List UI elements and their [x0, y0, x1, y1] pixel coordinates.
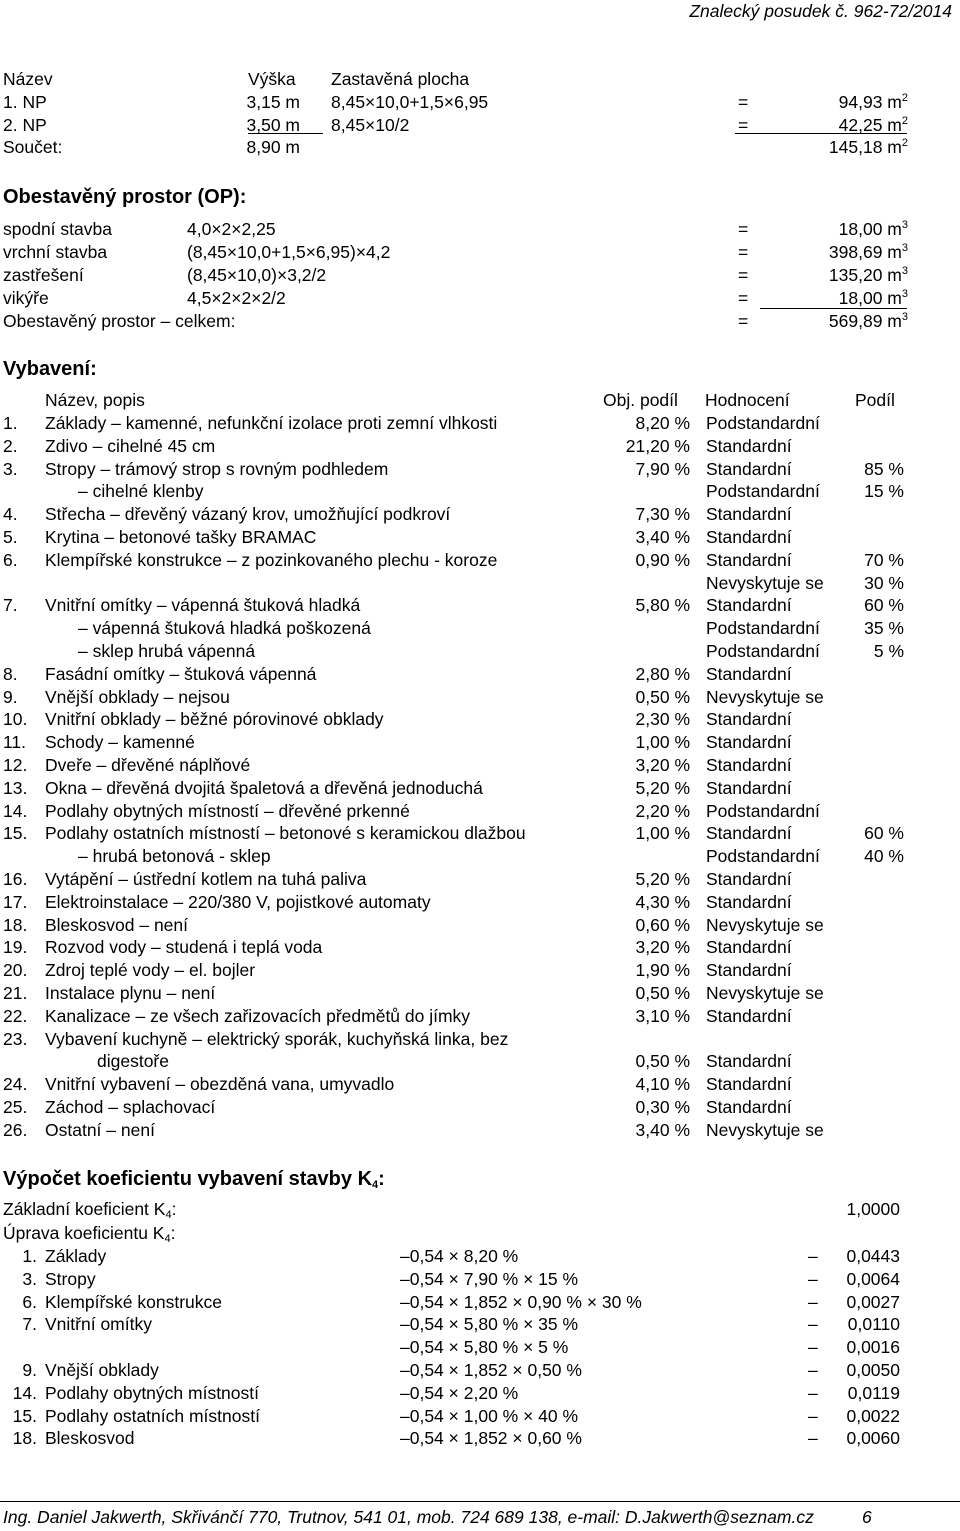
- coefficient-base-label: Základní koeficient $K_4$:: [3, 1199, 177, 1221]
- equipment-row-description: – hrubá betonová - sklep: [78, 846, 271, 867]
- equipment-row-number: 1.: [3, 413, 18, 433]
- equipment-row-rating: Standardní: [706, 1097, 792, 1117]
- volume-row-name: vrchní stavba: [3, 242, 108, 262]
- equipment-row-description: Základy – kamenné, nefunkční izolace proti zemní vlhkosti: [45, 413, 498, 433]
- coefficient-title: Výpočet koeficientu vybavení stavby $K_4$:: [3, 1168, 385, 1191]
- coefficient-row-value: 0,0443: [846, 1246, 900, 1266]
- equipment-row-number: 23.: [3, 1028, 28, 1049]
- equipment-row-description: Vnitřní omítky – vápenná štuková hladká: [45, 595, 361, 616]
- volume-row-name: spodní stavba: [3, 219, 112, 239]
- volume-total-result: 569,89 $m^3$: [828, 311, 908, 331]
- area-header-height: Výška: [248, 69, 296, 89]
- equipment-row-share: 2,20 %: [635, 800, 690, 821]
- equipment-row-rating: Standardní: [706, 1051, 792, 1072]
- coefficient-adjust-label: Úprava koeficientu $K_4$:: [3, 1223, 176, 1245]
- area-row-height: 3,15 m: [246, 92, 300, 112]
- equipment-row-description: Schody – kamenné: [45, 732, 195, 753]
- equipment-row-part: 15 %: [864, 481, 904, 502]
- equipment-row-description: Bleskosvod – není: [45, 914, 189, 935]
- equipment-row-part: 5 %: [873, 641, 904, 661]
- equipment-row-rating: Standardní: [706, 777, 792, 798]
- equipment-row-number: 14.: [3, 800, 28, 821]
- equipment-row-share: 3,20 %: [635, 937, 690, 958]
- equipment-row-part: 35 %: [864, 618, 904, 639]
- equipment-row-rating: Standardní: [706, 663, 792, 684]
- coefficient-row-formula: –0,54 × 1,852 × 0,90 % × 30 %: [400, 1291, 642, 1312]
- equipment-row-part: 30 %: [864, 572, 904, 593]
- volume-row-name: vikýře: [3, 288, 49, 308]
- area-row-eq: =: [738, 115, 749, 135]
- area-row-name: 1. NP: [3, 92, 47, 112]
- equipment-row-number: 10.: [3, 709, 28, 730]
- area-sum-label: Součet:: [3, 137, 63, 157]
- area-row-formula: 8,45×10/2: [331, 115, 410, 135]
- coefficient-row-sign: –: [808, 1291, 818, 1312]
- equipment-row-rating: Nevyskytuje se: [706, 1119, 824, 1140]
- equipment-row-share: 3,40 %: [635, 527, 690, 547]
- equipment-row-share: 3,40 %: [635, 1119, 690, 1140]
- equipment-row-number: 3.: [3, 458, 18, 479]
- equipment-row-share: 7,90 %: [635, 458, 690, 479]
- equipment-row-share: 3,20 %: [635, 755, 690, 775]
- equipment-row-description: Střecha – dřevěný vázaný krov, umožňující podkroví: [45, 504, 451, 525]
- equipment-row-share: 0,60 %: [635, 914, 690, 935]
- coefficient-row-name: Stropy: [45, 1268, 96, 1289]
- volume-row-eq: =: [738, 288, 749, 308]
- coefficient-row-formula: –0,54 × 2,20 %: [400, 1382, 519, 1403]
- equipment-row-description: Instalace plynu – není: [45, 983, 216, 1003]
- coefficient-base-value: 1,0000: [846, 1199, 900, 1219]
- equipment-row-description: digestoře: [97, 1051, 169, 1072]
- equipment-row-number: 15.: [3, 823, 28, 844]
- coefficient-row-number: 18.: [12, 1428, 37, 1449]
- equipment-title: Vybavení:: [3, 358, 97, 380]
- equipment-row-description: Elektroinstalace – 220/380 V, pojistkové automaty: [45, 891, 431, 912]
- equipment-row-number: 13.: [3, 777, 28, 798]
- coefficient-row-number: 3.: [22, 1268, 37, 1289]
- coefficient-row-formula: –0,54 × 8,20 %: [400, 1246, 519, 1266]
- equipment-row-rating: Standardní: [706, 1074, 792, 1095]
- coefficient-row-value: 0,0060: [846, 1428, 900, 1449]
- equipment-row-number: 11.: [3, 732, 27, 753]
- equipment-row-description: Klempířské konstrukce – z pozinkovaného plechu - koroze: [45, 549, 498, 570]
- equipment-row-share: 0,50 %: [635, 686, 690, 707]
- coefficient-row-number: 14.: [12, 1382, 37, 1403]
- equipment-row-description: Dveře – dřevěné náplňové: [45, 755, 251, 775]
- equipment-row-rating: Standardní: [706, 891, 792, 912]
- footer-text: Ing. Daniel Jakwerth, Skřivánčí 770, Trutnov, 541 01, mob. 724 689 138, e-mail: D.Jakwerth@seznam.cz: [3, 1507, 814, 1527]
- equipment-row-description: Rozvod vody – studená i teplá voda: [45, 937, 323, 958]
- volume-row-formula: 4,0×2×2,25: [187, 219, 276, 239]
- equipment-row-number: 26.: [3, 1119, 28, 1140]
- equipment-row-share: 5,80 %: [635, 595, 690, 616]
- equipment-row-rating: Nevyskytuje se: [706, 572, 824, 593]
- coefficient-row-number: 1.: [22, 1246, 37, 1266]
- equipment-row-rating: Podstandardní: [706, 413, 820, 433]
- equipment-row-number: 16.: [3, 869, 28, 889]
- area-header-name: Název: [3, 69, 53, 89]
- volume-row-result: 18,00 $m^3$: [838, 219, 908, 239]
- equipment-row-description: Kanalizace – ze všech zařizovacích předmětů do jímky: [45, 1005, 471, 1026]
- equipment-row-share: 3,10 %: [635, 1005, 690, 1026]
- coefficient-row-number: 9.: [22, 1360, 37, 1380]
- coefficient-row-number: 15.: [12, 1405, 37, 1426]
- coefficient-row-value: 0,0110: [847, 1314, 900, 1335]
- equipment-row-share: 5,20 %: [635, 869, 690, 889]
- equipment-row-share: 21,20 %: [625, 435, 690, 456]
- equipment-row-rating: Standardní: [706, 937, 792, 958]
- equipment-row-share: 1,90 %: [635, 960, 690, 981]
- coefficient-row-value: 0,0016: [846, 1337, 900, 1358]
- coefficient-row-formula: –0,54 × 1,00 % × 40 %: [400, 1405, 579, 1426]
- area-sum-line-right: [735, 133, 907, 134]
- equipment-row-rating: Nevyskytuje se: [706, 686, 824, 707]
- equipment-row-description: Zdivo – cihelné 45 cm: [45, 435, 216, 456]
- equipment-row-rating: Standardní: [706, 709, 792, 730]
- equipment-header-share: Obj. podíl: [603, 390, 678, 410]
- coefficient-row-sign: –: [808, 1382, 818, 1403]
- coefficient-row-name: Podlahy ostatních místností: [45, 1405, 260, 1426]
- equipment-header-rating: Hodnocení: [705, 390, 790, 410]
- equipment-header-name: Název, popis: [45, 390, 145, 410]
- coefficient-row-name: Vnitřní omítky: [45, 1314, 152, 1335]
- area-row-result: 94,93 $m^2$: [838, 92, 908, 112]
- equipment-row-number: 22.: [3, 1005, 28, 1026]
- area-sum-result: 145,18 $m^2$: [828, 137, 908, 157]
- equipment-row-rating: Podstandardní: [706, 481, 820, 502]
- volume-row-eq: =: [738, 219, 749, 239]
- coefficient-row-value: 0,0064: [846, 1268, 900, 1289]
- coefficient-row-name: Bleskosvod: [45, 1428, 135, 1449]
- coefficient-row-formula: –0,54 × 5,80 % × 35 %: [400, 1314, 579, 1335]
- equipment-row-share: 8,20 %: [635, 413, 690, 433]
- equipment-row-rating: Standardní: [706, 595, 792, 616]
- equipment-row-rating: Standardní: [706, 755, 792, 775]
- volume-total-label: Obestavěný prostor – celkem:: [3, 311, 236, 331]
- equipment-row-description: – sklep hrubá vápenná: [78, 641, 256, 661]
- volume-row-formula: (8,45×10,0)×3,2/2: [187, 265, 327, 285]
- equipment-row-rating: Podstandardní: [706, 800, 820, 821]
- equipment-row-part: 70 %: [864, 549, 904, 570]
- volume-title: Obestavěný prostor (OP):: [3, 186, 247, 208]
- coefficient-row-name: Základy: [45, 1246, 107, 1266]
- equipment-row-rating: Standardní: [706, 960, 792, 981]
- equipment-row-description: Fasádní omítky – štuková vápenná: [45, 663, 317, 684]
- volume-row-name: zastřešení: [3, 265, 84, 285]
- equipment-row-share: 0,30 %: [635, 1097, 690, 1117]
- equipment-row-description: Krytina – betonové tašky BRAMAC: [45, 527, 317, 547]
- footer-page-number: 6: [862, 1507, 872, 1527]
- area-row-name: 2. NP: [3, 115, 47, 135]
- equipment-row-rating: Podstandardní: [706, 641, 820, 661]
- equipment-row-description: Vnitřní vybavení – obezděná vana, umyvadlo: [45, 1074, 395, 1095]
- coefficient-row-value: 0,0022: [846, 1405, 900, 1426]
- equipment-row-number: 2.: [3, 435, 18, 456]
- volume-row-eq: =: [738, 265, 749, 285]
- equipment-row-description: Vnitřní obklady – běžné pórovinové obklady: [45, 709, 384, 730]
- equipment-row-number: 24.: [3, 1074, 28, 1095]
- equipment-row-rating: Podstandardní: [706, 846, 820, 867]
- equipment-row-number: 9.: [3, 686, 18, 707]
- equipment-row-description: Podlahy ostatních místností – betonové s keramickou dlažbou: [45, 823, 526, 844]
- coefficient-row-formula: –0,54 × 7,90 % × 15 %: [400, 1268, 579, 1289]
- equipment-row-number: 19.: [3, 937, 28, 958]
- equipment-row-part: 85 %: [864, 458, 904, 479]
- equipment-row-share: 1,00 %: [635, 823, 690, 844]
- volume-row-eq: =: [738, 242, 749, 262]
- equipment-row-description: Podlahy obytných místností – dřevěné prkenné: [45, 800, 410, 821]
- equipment-row-rating: Podstandardní: [706, 618, 820, 639]
- equipment-row-description: Stropy – trámový strop s rovným podhledem: [45, 458, 389, 479]
- coefficient-row-formula: –0,54 × 5,80 % × 5 %: [400, 1337, 569, 1358]
- coefficient-row-sign: –: [808, 1268, 818, 1289]
- coefficient-row-number: 6.: [22, 1291, 37, 1312]
- area-row-formula: 8,45×10,0+1,5×6,95: [331, 92, 489, 112]
- equipment-row-number: 6.: [3, 549, 18, 570]
- area-sum-line-left: [248, 133, 323, 134]
- coefficient-row-name: Klempířské konstrukce: [45, 1291, 223, 1312]
- coefficient-row-sign: –: [808, 1314, 818, 1335]
- coefficient-row-number: 7.: [22, 1314, 37, 1335]
- volume-row-formula: (8,45×10,0+1,5×6,95)×4,2: [187, 242, 391, 262]
- coefficient-row-value: 0,0050: [846, 1360, 900, 1380]
- equipment-row-share: 0,50 %: [635, 983, 690, 1003]
- equipment-row-number: 21.: [3, 983, 28, 1003]
- page-header-title: Znalecký posudek č. 962-72/2014: [689, 1, 952, 21]
- equipment-row-share: 0,90 %: [635, 549, 690, 570]
- equipment-row-part: 40 %: [864, 846, 904, 867]
- equipment-row-description: Záchod – splachovací: [45, 1097, 216, 1117]
- equipment-row-rating: Standardní: [706, 1005, 792, 1026]
- equipment-row-number: 7.: [3, 595, 18, 616]
- coefficient-row-formula: –0,54 × 1,852 × 0,60 %: [400, 1428, 582, 1449]
- equipment-row-number: 5.: [3, 527, 18, 547]
- coefficient-row-sign: –: [808, 1246, 818, 1266]
- equipment-row-number: 18.: [3, 914, 28, 935]
- volume-row-result: 18,00 $m^3$: [838, 288, 908, 308]
- coefficient-row-sign: –: [808, 1405, 818, 1426]
- coefficient-row-name: Podlahy obytných místností: [45, 1382, 259, 1403]
- equipment-row-description: Ostatní – není: [45, 1119, 155, 1140]
- equipment-row-description: – vápenná štuková hladká poškozená: [78, 618, 371, 639]
- volume-total-eq: =: [738, 311, 749, 331]
- footer-rule: [0, 1501, 960, 1502]
- equipment-row-rating: Standardní: [706, 504, 792, 525]
- equipment-row-description: Vybavení kuchyně – elektrický sporák, kuchyňská linka, bez: [45, 1028, 509, 1049]
- area-row-height: 3,50 m: [246, 115, 300, 135]
- equipment-row-share: 4,30 %: [635, 891, 690, 912]
- equipment-row-part: 60 %: [864, 595, 904, 616]
- equipment-row-share: 4,10 %: [635, 1074, 690, 1095]
- volume-total-line: [760, 308, 907, 309]
- equipment-row-number: 8.: [3, 663, 18, 684]
- equipment-row-share: 0,50 %: [635, 1051, 690, 1072]
- equipment-row-rating: Standardní: [706, 869, 792, 889]
- equipment-row-rating: Standardní: [706, 732, 792, 753]
- equipment-row-rating: Standardní: [706, 458, 792, 479]
- coefficient-row-sign: –: [808, 1428, 818, 1449]
- equipment-row-rating: Standardní: [706, 527, 792, 547]
- equipment-row-rating: Nevyskytuje se: [706, 914, 824, 935]
- equipment-row-description: Zdroj teplé vody – el. bojler: [45, 960, 256, 981]
- equipment-row-share: 5,20 %: [635, 777, 690, 798]
- equipment-row-description: Vnější obklady – nejsou: [45, 686, 230, 707]
- coefficient-row-value: 0,0119: [847, 1382, 900, 1403]
- equipment-row-number: 12.: [3, 755, 28, 775]
- equipment-row-share: 2,30 %: [635, 709, 690, 730]
- volume-row-result: 398,69 $m^3$: [828, 242, 908, 262]
- coefficient-row-sign: –: [808, 1360, 818, 1380]
- equipment-row-share: 2,80 %: [635, 663, 690, 684]
- equipment-header-part: Podíl: [855, 390, 895, 410]
- equipment-row-number: 17.: [3, 891, 28, 912]
- equipment-row-rating: Standardní: [706, 549, 792, 570]
- equipment-row-share: 7,30 %: [635, 504, 690, 525]
- coefficient-row-value: 0,0027: [846, 1291, 900, 1312]
- coefficient-row-formula: –0,54 × 1,852 × 0,50 %: [400, 1360, 582, 1380]
- coefficient-row-sign: –: [808, 1337, 818, 1358]
- equipment-row-number: 25.: [3, 1097, 28, 1117]
- equipment-row-description: Okna – dřevěná dvojitá špaletová a dřevěná jednoduchá: [45, 777, 483, 798]
- coefficient-row-name: Vnější obklady: [45, 1360, 159, 1380]
- area-row-result: 42,25 $m^2$: [838, 115, 908, 135]
- area-row-eq: =: [738, 92, 749, 112]
- equipment-row-description: Vytápění – ústřední kotlem na tuhá paliva: [45, 869, 367, 889]
- volume-row-formula: 4,5×2×2×2/2: [187, 288, 286, 308]
- equipment-row-number: 20.: [3, 960, 28, 981]
- equipment-row-rating: Standardní: [706, 435, 792, 456]
- equipment-row-rating: Nevyskytuje se: [706, 983, 824, 1003]
- area-header-area: Zastavěná plocha: [331, 69, 470, 89]
- equipment-row-part: 60 %: [864, 823, 904, 844]
- volume-row-result: 135,20 $m^3$: [828, 265, 908, 285]
- equipment-row-description: – cihelné klenby: [78, 481, 204, 502]
- area-sum-height: 8,90 m: [246, 137, 300, 157]
- equipment-row-share: 1,00 %: [635, 732, 690, 753]
- equipment-row-rating: Standardní: [706, 823, 792, 844]
- equipment-row-number: 4.: [3, 504, 18, 525]
